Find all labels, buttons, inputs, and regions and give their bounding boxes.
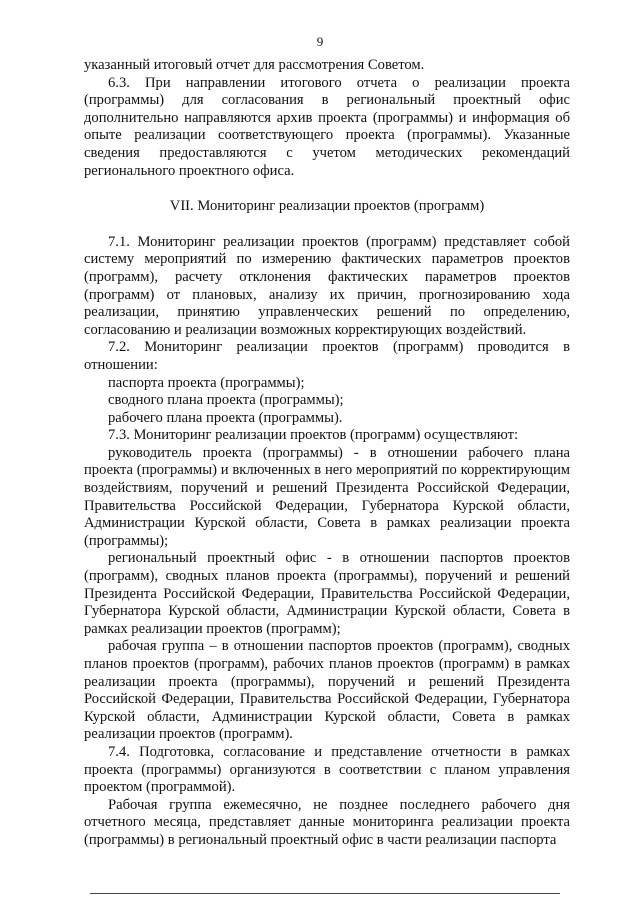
- document-body: [84, 57, 570, 850]
- page-number: 9: [316, 34, 324, 49]
- list-item-passport: паспорта проекта (программы);: [108, 374, 305, 391]
- paragraph-continuation: указанный итоговый отчет для рассмотрения Советом.: [84, 57, 425, 73]
- paragraph-7-1: 7.1. Мониторинг реализации проектов (программ) представляет собой систему мероприятий по измерению фактических параметров проектов (программ), расчету отклонения фактических параметров проектов (программ) от плановых, анализу их причин, прогнозированию хода реализации, принятию управленческих решений по определению, согласованию и реализации возможных корректирующих воздействий.: [84, 233, 570, 338]
- paragraph-monthly-report: Рабочая группа ежемесячно, не позднее последнего рабочего дня отчетного месяца, представляет данные мониторинга реализации проекта (программы) в региональный проектный офис в части реализации паспорта: [84, 796, 570, 848]
- list-item-work-plan: рабочего плана проекта (программы).: [108, 409, 343, 426]
- list-item-summary-plan: сводного плана проекта (программы);: [108, 392, 344, 409]
- bottom-edge-line: [90, 893, 560, 894]
- paragraph-7-2: 7.2. Мониторинг реализации проектов (программ) проводится в отношении:: [84, 339, 570, 373]
- paragraph-project-manager: руководитель проекта (программы) - в отношении рабочего плана проекта (программы) и включенных в него мероприятий по корректирующим воздействиям, поручений и решений Президента Российской Федерации, Правительства Российской Федерации, Губернатора Курской области, Администрации Курской области, Совета в рамках реализации проекта (программы);: [84, 444, 570, 549]
- paragraph-7-3: 7.3. Мониторинг реализации проектов (программ) осуществляют:: [108, 427, 519, 444]
- paragraph-working-group: рабочая группа – в отношении паспортов проектов (программ), сводных планов проектов (программ), рабочих планов проектов (программ) в рамках реализации проекта (программы), поручений и решений Президента Российской Федерации, Правительства Российской Федерации, Губернатора Курской области, Администрации Курской области, Совета в рамках реализации проектов (программ).: [84, 638, 570, 743]
- section-heading: VII. Мониторинг реализации проектов (программ): [169, 198, 485, 215]
- paragraph-6-3: 6.3. При направлении итогового отчета о реализации проекта (программы) для согласования в региональный проектный офис дополнительно направляются архив проекта (программы) и информация об опыте реализации соответствующего проекта (программы). Указанные сведения предоставляются с учетом методических рекомендаций регионального проектного офиса.: [84, 74, 570, 179]
- paragraph-7-4: 7.4. Подготовка, согласование и представление отчетности в рамках проекта (программы) организуются в соответствии с планом управления проектом (программой).: [84, 743, 570, 796]
- paragraph-regional-office: региональный проектный офис - в отношении паспортов проектов (программ), сводных планов проекта (программы), поручений и решений Президента Российской Федерации, Правительства Российской Федерации, Губернатора Курской области, Администрации Курской области, Совета в рамках реализации проектов (программ);: [84, 550, 570, 637]
